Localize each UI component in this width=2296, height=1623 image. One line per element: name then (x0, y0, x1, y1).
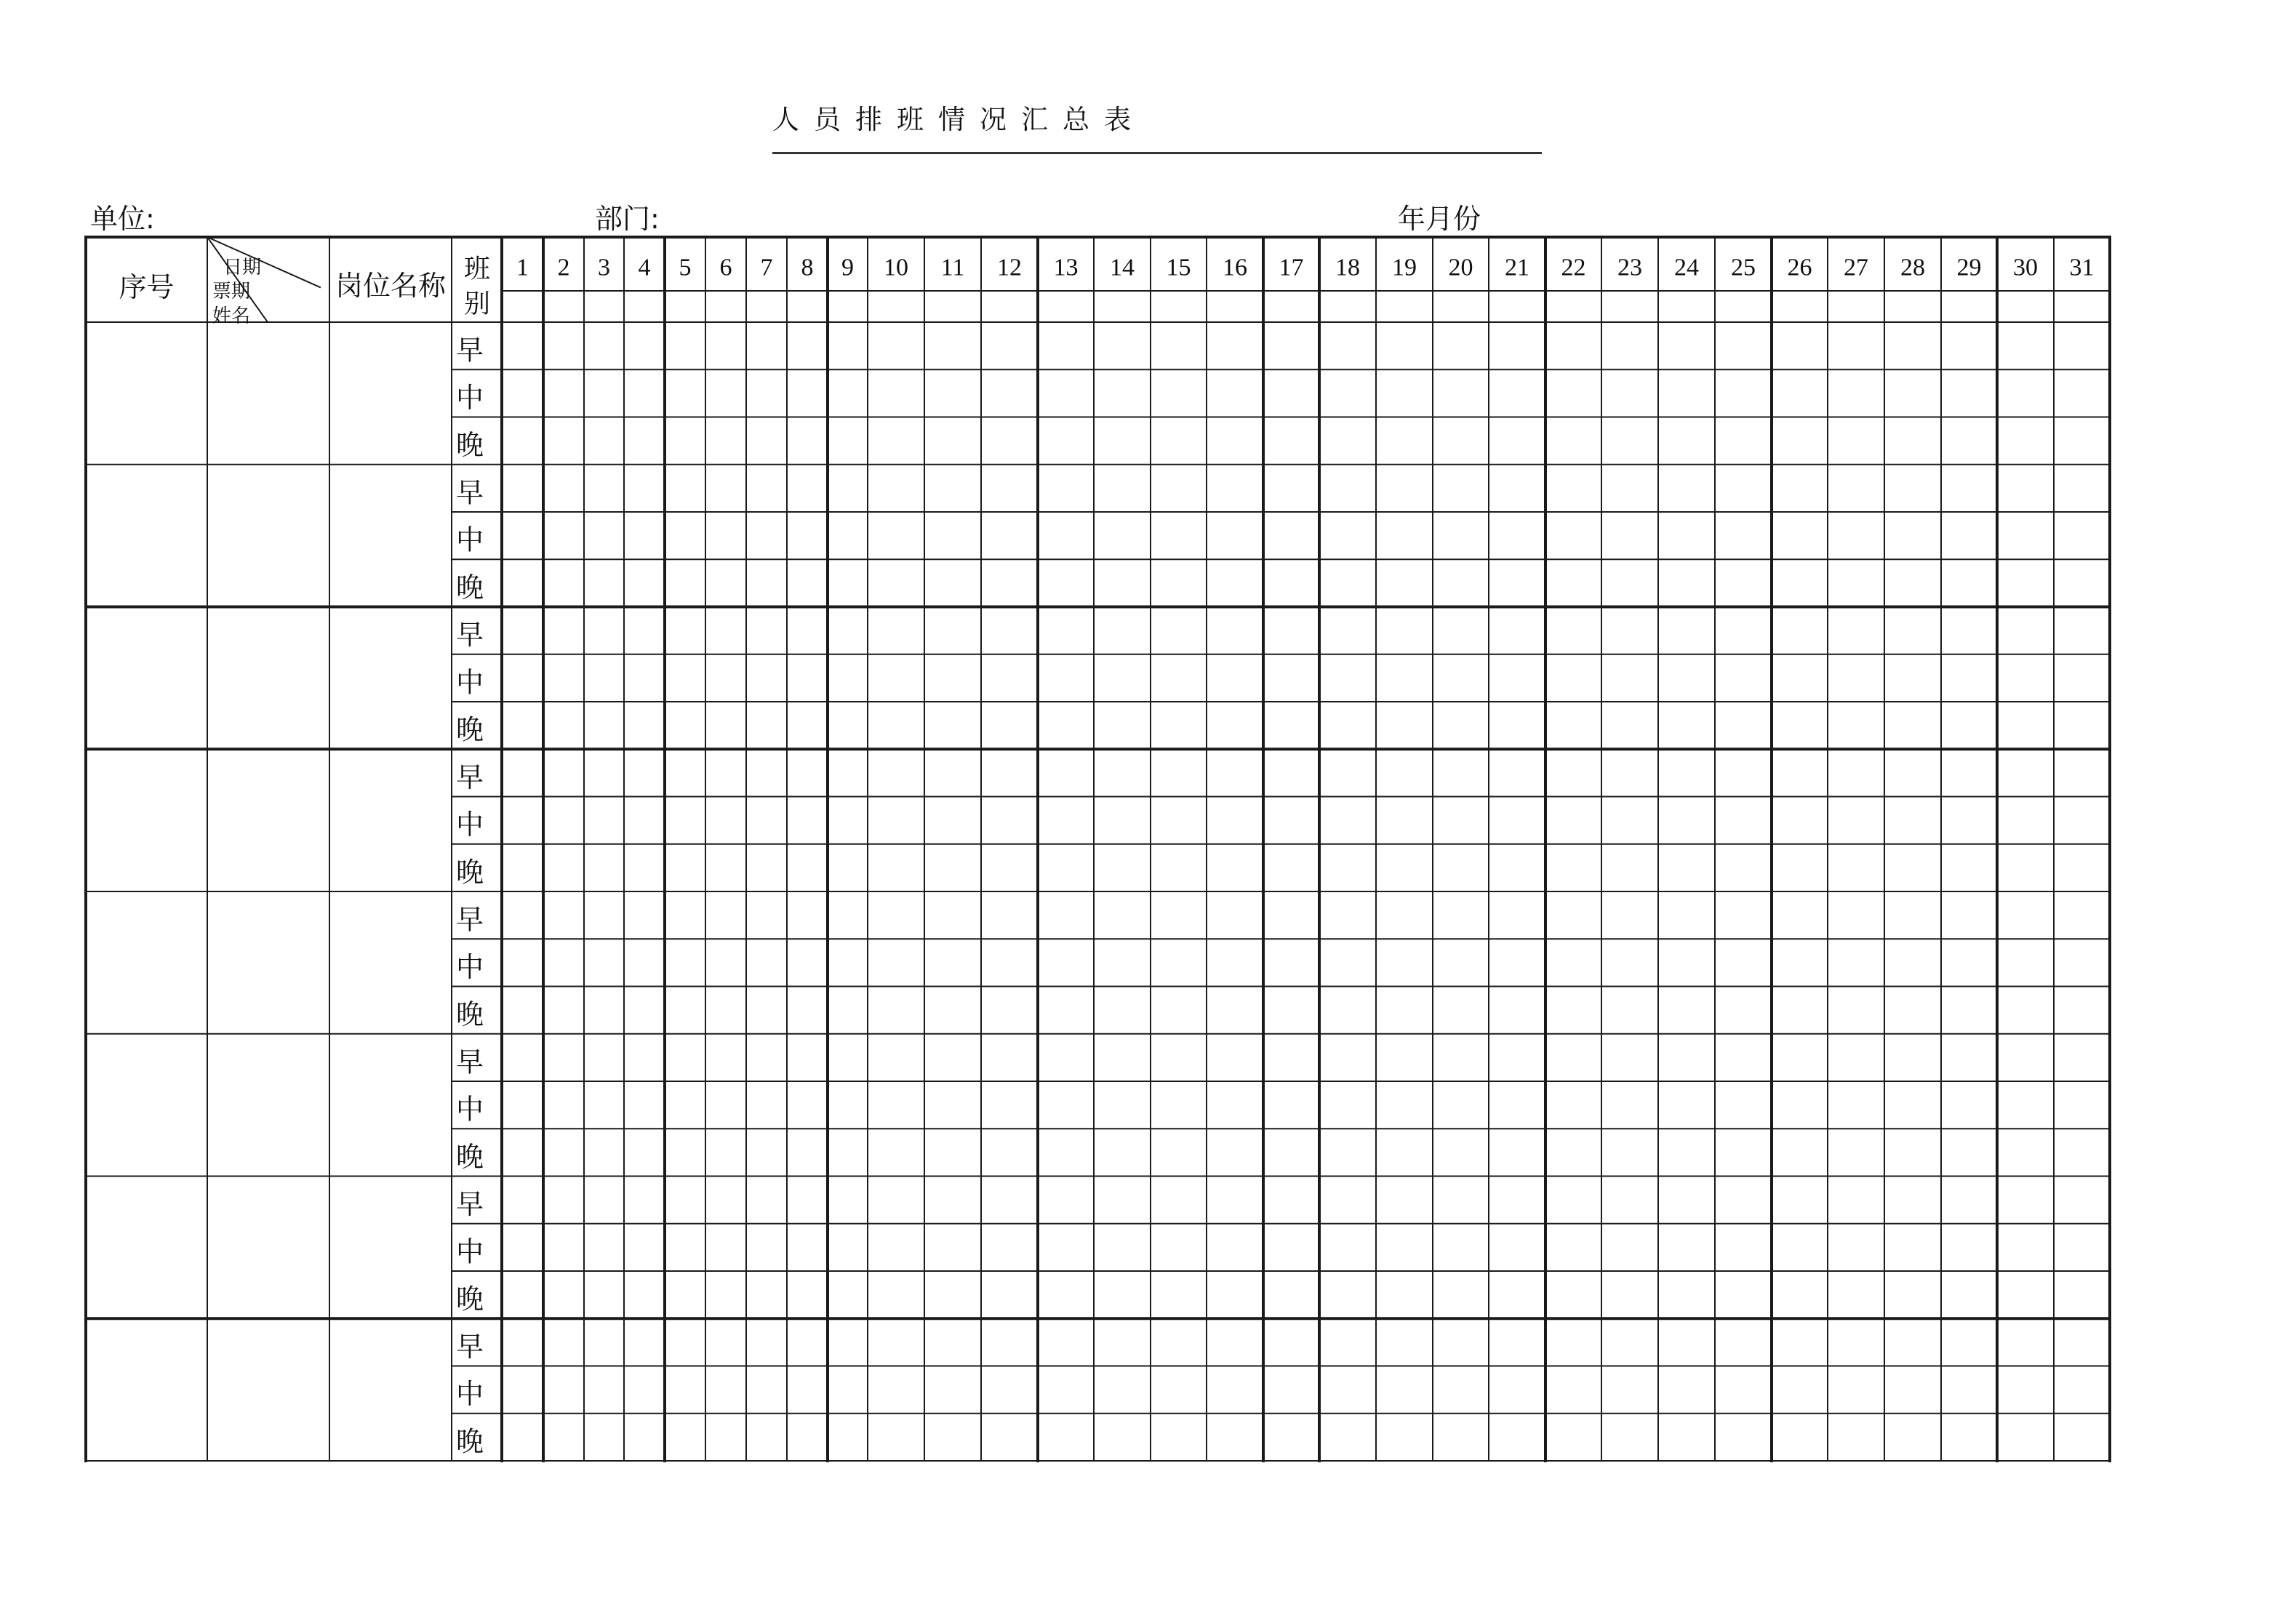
day-header: 18 (1335, 254, 1360, 281)
shift-label: 中 (455, 1093, 484, 1126)
shift-label: 中 (455, 950, 484, 983)
day-header: 7 (760, 254, 773, 281)
month-label: 年月份 (1398, 203, 1481, 235)
shift-label: 晚 (455, 856, 484, 889)
shift-label: 早 (455, 476, 484, 509)
day-header: 25 (1731, 254, 1756, 281)
shift-header-2: 别 (463, 289, 491, 319)
shift-label: 早 (455, 334, 484, 366)
day-header: 1 (516, 254, 529, 281)
position-header: 岗位名称 (335, 270, 447, 302)
day-header: 17 (1279, 254, 1304, 281)
day-header: 13 (1053, 254, 1079, 281)
period-header: 票期 (212, 281, 251, 302)
shift-label: 早 (455, 761, 484, 793)
shift-label: 早 (455, 1330, 484, 1363)
shift-label: 中 (455, 524, 484, 556)
day-header: 20 (1448, 254, 1473, 281)
day-header: 8 (801, 254, 814, 281)
shift-label: 中 (455, 666, 484, 699)
shift-label: 晚 (455, 998, 484, 1031)
day-header: 15 (1166, 254, 1191, 281)
day-header: 30 (2013, 254, 2038, 281)
shift-label: 晚 (455, 1425, 484, 1458)
shift-label: 早 (455, 619, 484, 652)
department-label: 部门: (595, 203, 660, 235)
shift-label: 晚 (455, 1140, 484, 1173)
day-header: 4 (638, 254, 651, 281)
shift-label: 早 (455, 1046, 484, 1078)
day-header: 31 (2069, 254, 2095, 281)
shift-label: 中 (455, 1378, 484, 1411)
shift-label: 晚 (455, 571, 484, 604)
day-header: 11 (940, 254, 965, 281)
day-header: 14 (1110, 254, 1135, 281)
serial-header: 序号 (119, 271, 175, 303)
day-header: 16 (1223, 254, 1247, 281)
day-header: 24 (1674, 254, 1699, 281)
day-header: 29 (1956, 254, 1982, 281)
shift-label: 中 (455, 1235, 484, 1268)
unit-label: 单位: (90, 203, 155, 235)
name-header: 姓名 (212, 305, 251, 327)
day-header: 27 (1844, 254, 1868, 281)
shift-label: 晚 (455, 1283, 484, 1315)
day-header: 22 (1561, 254, 1586, 281)
shift-label: 中 (455, 381, 484, 414)
shift-label: 早 (455, 903, 484, 936)
shift-label: 晚 (455, 429, 484, 462)
shift-label: 中 (455, 809, 484, 841)
day-header: 23 (1617, 254, 1642, 281)
day-header: 26 (1787, 254, 1812, 281)
shift-label: 晚 (455, 713, 484, 746)
day-header: 28 (1900, 254, 1925, 281)
day-header: 3 (598, 254, 610, 281)
date-header: 日期 (223, 257, 262, 278)
day-header: 12 (997, 254, 1022, 281)
day-header: 2 (557, 254, 570, 281)
day-header: 19 (1392, 254, 1417, 281)
shift-header-1: 班 (463, 254, 491, 284)
day-header: 6 (719, 254, 732, 281)
day-header: 5 (679, 254, 692, 281)
day-header: 10 (884, 254, 908, 281)
day-header: 9 (841, 254, 854, 281)
shift-label: 早 (455, 1188, 484, 1221)
document-title: 人员排班情况汇总表 (772, 104, 1145, 135)
day-header: 21 (1505, 254, 1529, 281)
